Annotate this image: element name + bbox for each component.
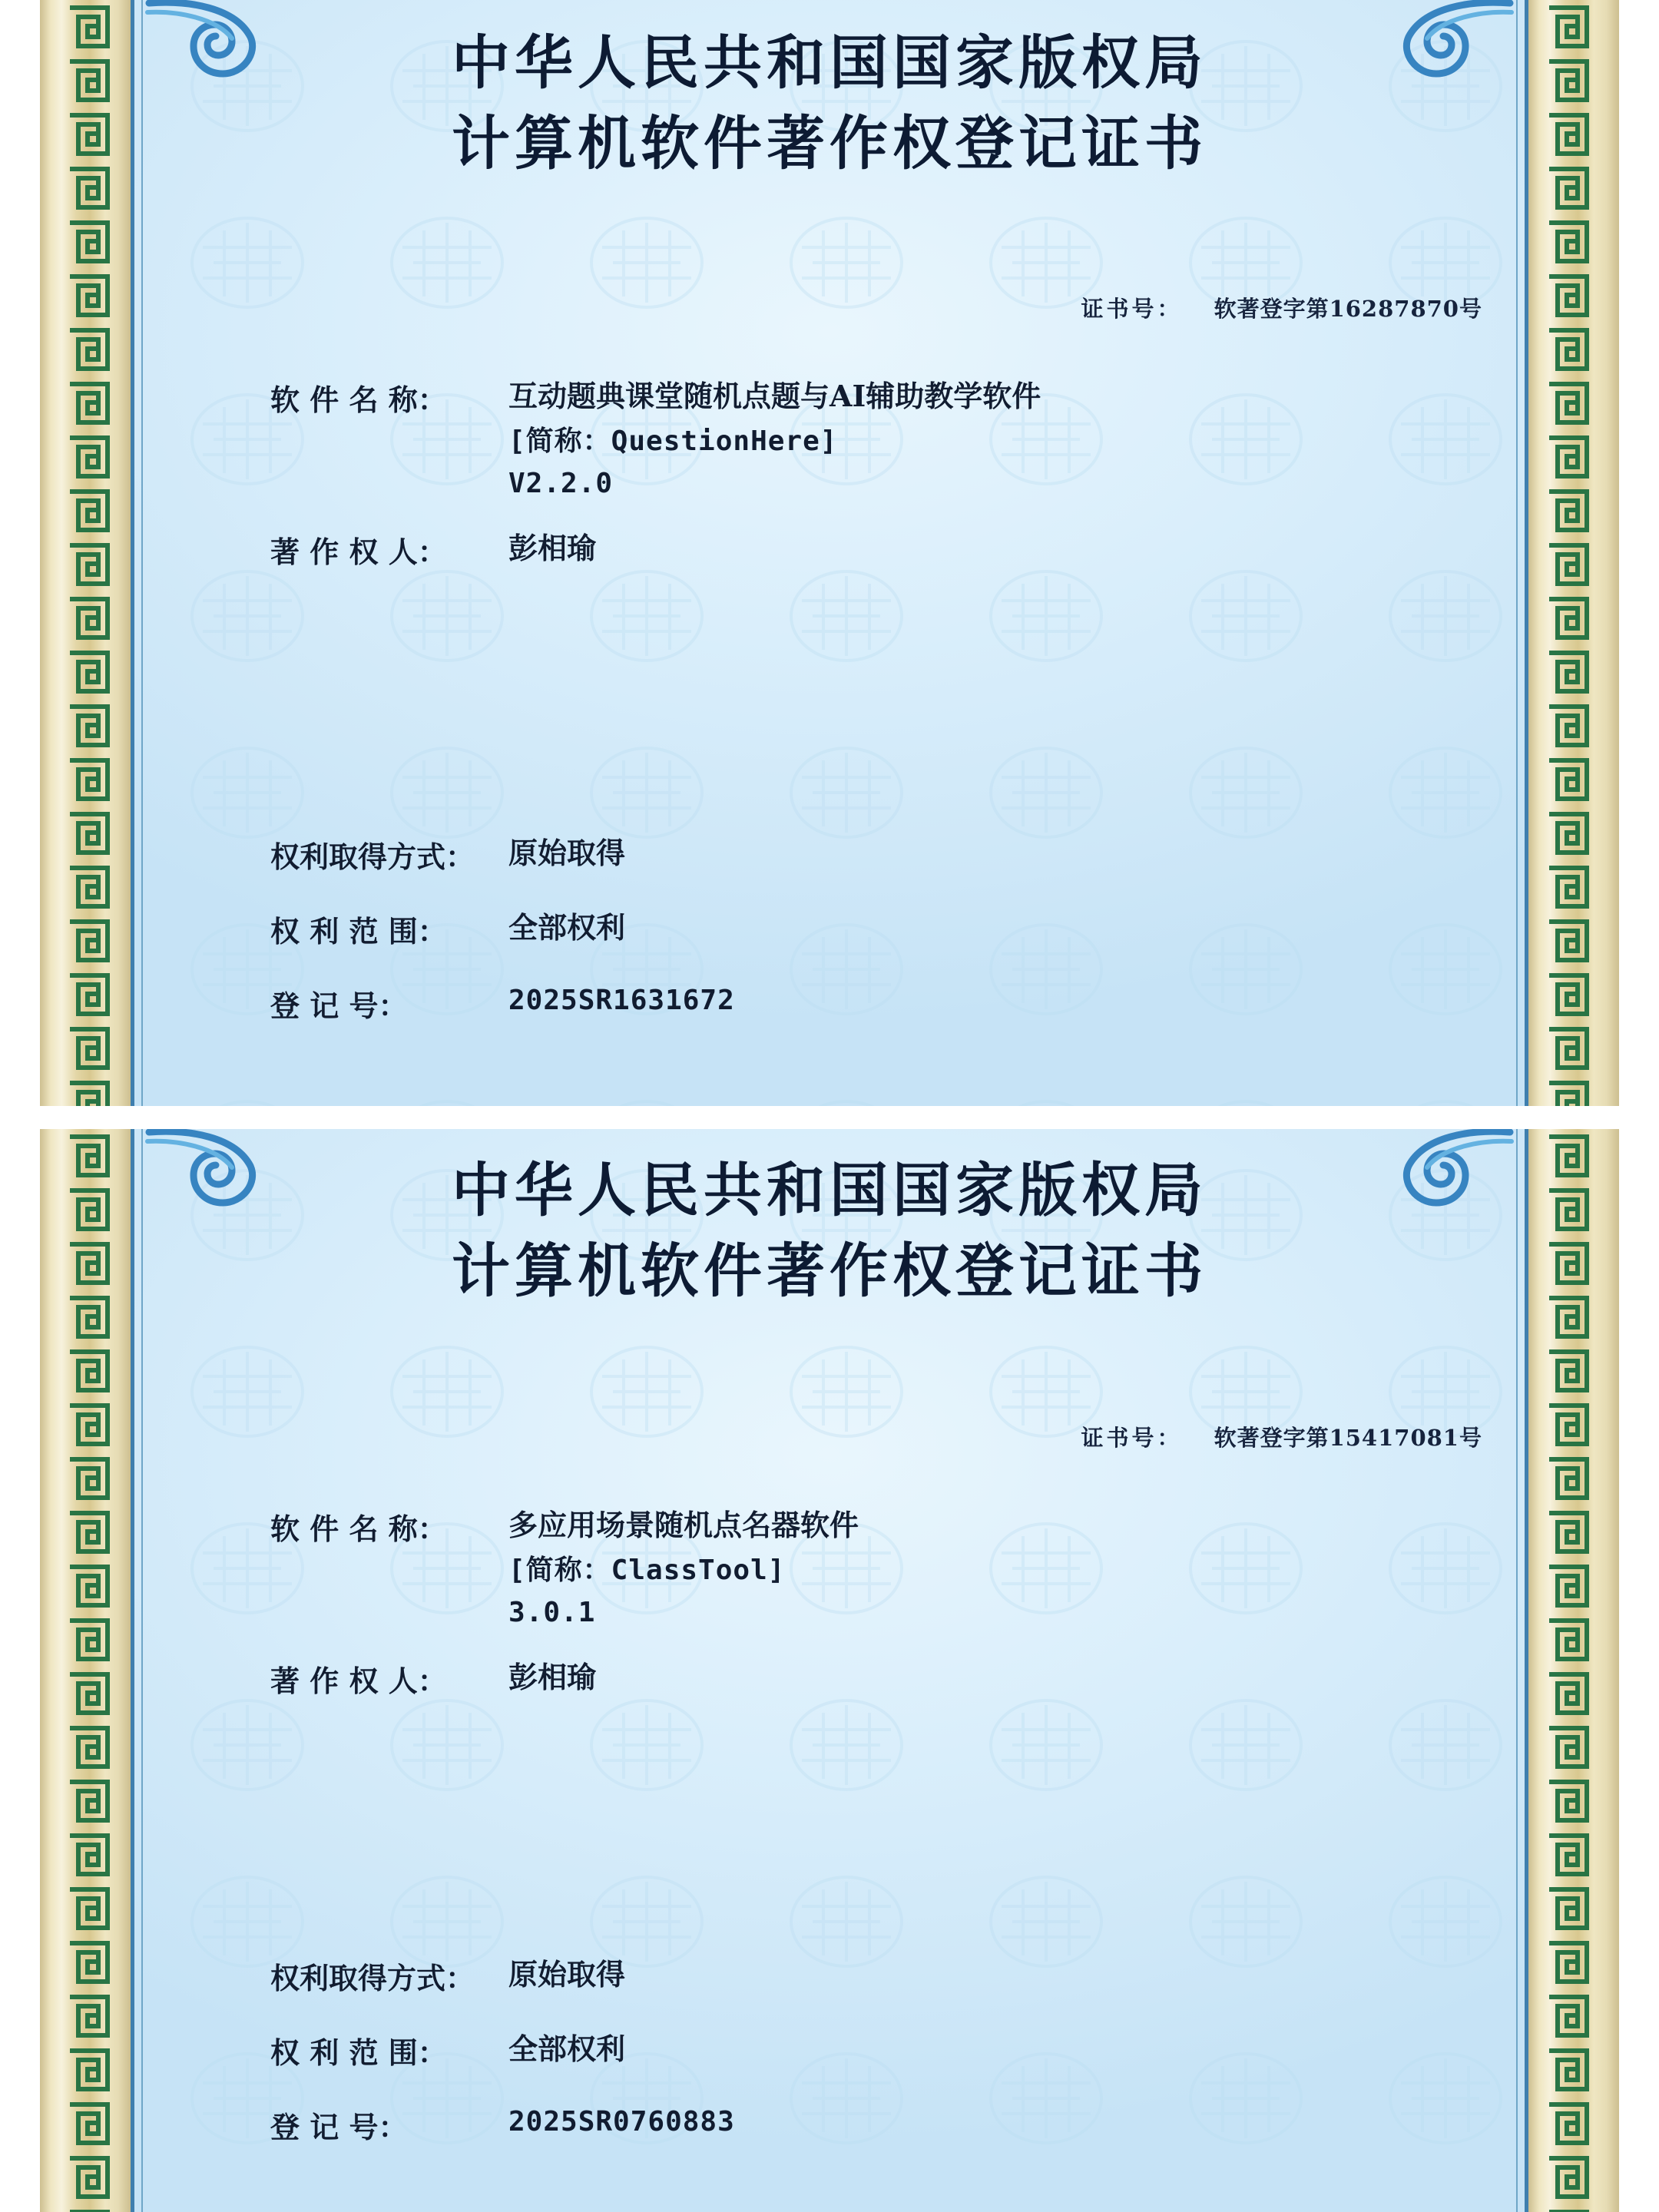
field-label-registration-number-2: 登 记 号： [270, 2110, 408, 2144]
field-row-acquisition-method-2 [270, 1955, 1481, 1997]
certificate-number-row-2 [1081, 1421, 1482, 1452]
field-value-software-name-2: 多应用场景随机点名器软件 [508, 1508, 859, 1542]
field-row-short-name [270, 423, 1481, 461]
field-row-copyright-owner [270, 528, 1481, 571]
title-line-1: 中华人民共和国国家版权局 [452, 28, 1207, 97]
certificate-number-label: 证书号： [1081, 296, 1183, 322]
field-row-short-name-2 [270, 1552, 1481, 1590]
title-line-2-page2: 计算机软件著作权登记证书 [452, 1236, 1207, 1305]
field-group-bottom-1 [270, 833, 1481, 1057]
certificate-page-2 [0, 1106, 1659, 2212]
field-row-software-name-2 [270, 1505, 1481, 1548]
field-value-software-name: 互动题典课堂随机点题与AI辅助教学软件 [508, 379, 1041, 413]
certificate-number-label-2: 证书号： [1081, 1425, 1183, 1451]
title-line-1-page2: 中华人民共和国国家版权局 [452, 1156, 1207, 1224]
field-label-copyright-owner-2: 著 作 权 人： [270, 1664, 447, 1699]
field-row-acquisition-method [270, 833, 1481, 876]
field-label-rights-scope: 权 利 范 围： [270, 914, 447, 949]
certificate-number-value-2: 软著登字第15417081号 [1214, 1425, 1482, 1451]
certificate-body-1 [40, 0, 1619, 1106]
greek-key-pattern-right-2-icon [1542, 1129, 1596, 2212]
field-label-acquisition-method: 权利取得方式： [270, 839, 475, 874]
field-value-short-name-2: [简称：ClassTool] [508, 1555, 786, 1586]
certificate-title-1 [155, 23, 1504, 184]
field-label-software-name: 软 件 名 称： [270, 382, 447, 417]
field-row-rights-scope [270, 908, 1481, 950]
field-value-registration-number: 2025SR1631672 [508, 985, 735, 1016]
greek-key-pattern-right-icon [1542, 0, 1596, 1106]
field-row-rights-scope-2 [270, 2029, 1481, 2071]
field-group-main-2 [270, 1505, 1481, 1726]
field-value-rights-scope-2: 全部权利 [508, 2032, 626, 2066]
field-value-acquisition-method-2: 原始取得 [508, 1957, 626, 1992]
field-value-registration-number-2: 2025SR0760883 [508, 2106, 735, 2137]
field-label-software-name-2: 软 件 名 称： [270, 1512, 447, 1546]
field-value-copyright-owner: 彭相瑜 [508, 531, 597, 566]
certificate-body-2 [40, 1129, 1619, 2212]
field-row-software-name [270, 376, 1481, 419]
field-value-version: V2.2.0 [508, 467, 614, 499]
field-label-registration-number: 登 记 号： [270, 988, 408, 1023]
field-value-acquisition-method: 原始取得 [508, 836, 626, 870]
field-group-main-1 [270, 376, 1481, 597]
field-group-bottom-2 [270, 1955, 1481, 2178]
field-row-registration-number [270, 982, 1481, 1025]
field-label-rights-scope-2: 权 利 范 围： [270, 2035, 447, 2070]
field-value-version-2: 3.0.1 [508, 1596, 596, 1628]
field-row-copyright-owner-2 [270, 1657, 1481, 1700]
field-value-rights-scope: 全部权利 [508, 910, 626, 945]
certificate-number-row-1 [1081, 292, 1482, 323]
certificate-title-2 [155, 1151, 1504, 1312]
greek-key-pattern-left-2-icon [63, 1129, 117, 2212]
field-row-registration-number-2 [270, 2104, 1481, 2146]
greek-key-pattern-left-icon [63, 0, 117, 1106]
field-row-version [270, 465, 1481, 503]
field-label-acquisition-method-2: 权利取得方式： [270, 1961, 475, 1995]
field-label-copyright-owner: 著 作 权 人： [270, 535, 447, 570]
field-value-copyright-owner-2: 彭相瑜 [508, 1660, 597, 1695]
field-row-version-2 [270, 1594, 1481, 1632]
certificate-number-value: 软著登字第16287870号 [1214, 296, 1482, 322]
field-value-short-name: [简称：QuestionHere] [508, 426, 838, 457]
title-line-2: 计算机软件著作权登记证书 [452, 108, 1207, 177]
